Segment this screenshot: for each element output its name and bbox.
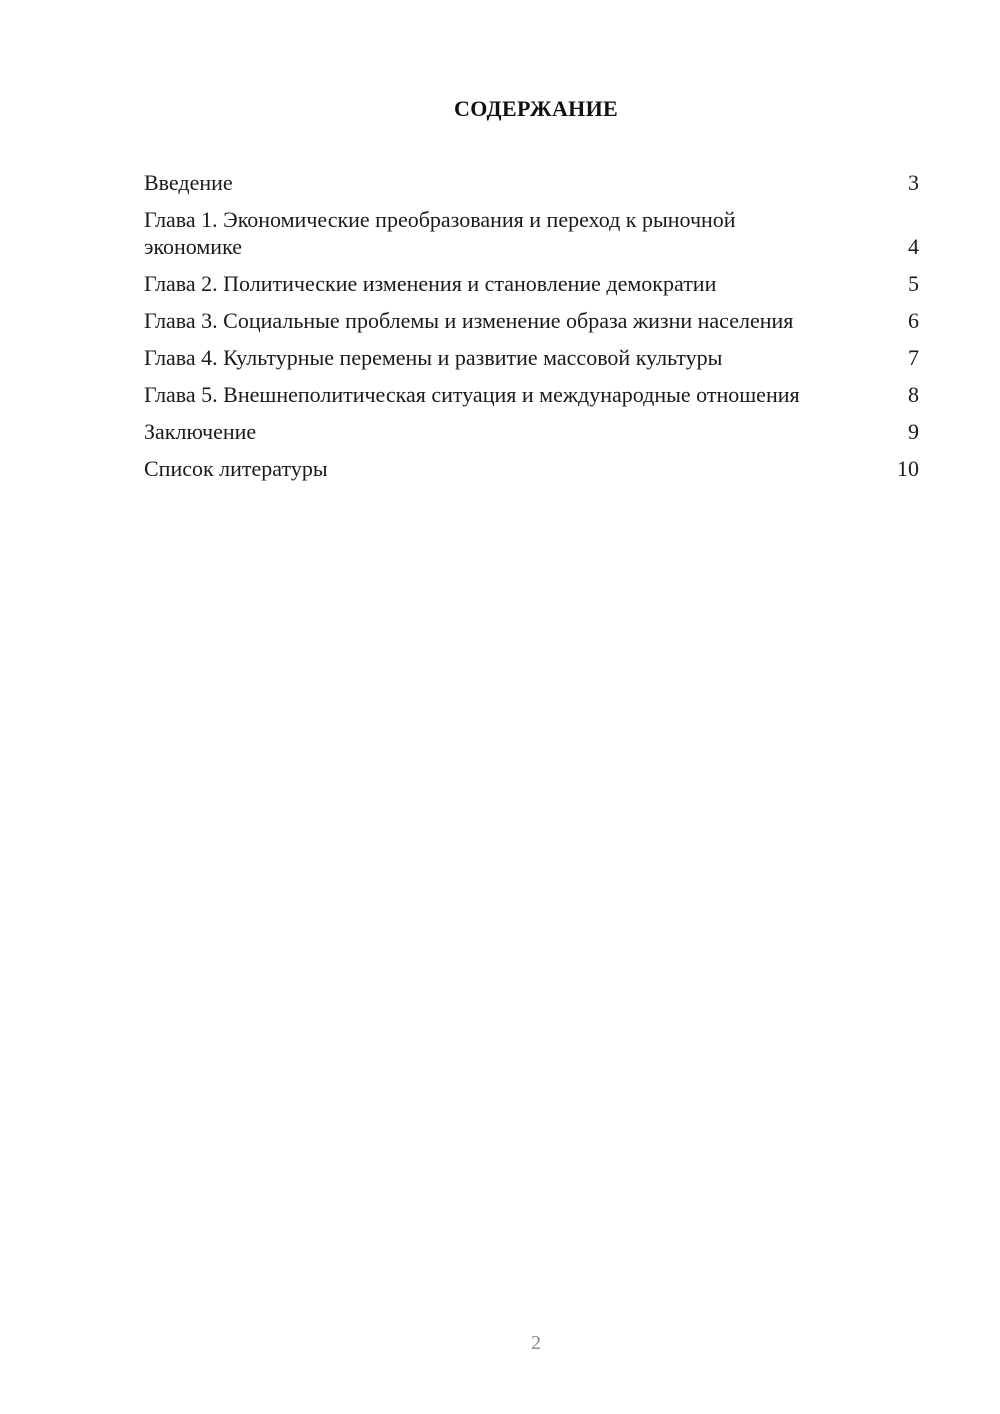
toc-entry-text: Глава 5. Внешнеполитическая ситуация и международные отношения — [144, 381, 800, 407]
toc-entry-chapter-1 — [144, 207, 919, 260]
toc-entry-page: 3 — [908, 170, 919, 195]
toc-entry-page: 10 — [897, 455, 919, 481]
toc-entry-text: Глава 1. Экономические преобразования и переход к рыночной экономике — [144, 207, 736, 259]
toc-entry-references — [144, 456, 919, 483]
page-number: 2 — [531, 1332, 541, 1354]
toc-entry-page: 9 — [908, 418, 919, 444]
table-of-contents — [144, 170, 919, 493]
toc-entry-page: 5 — [908, 270, 919, 296]
toc-entry-text: Глава 2. Политические изменения и становление демократии — [144, 270, 717, 296]
toc-entry-chapter-5 — [144, 382, 919, 409]
toc-entry-text: Заключение — [144, 418, 257, 444]
toc-entry-introduction — [144, 170, 919, 197]
toc-entry-chapter-2 — [144, 271, 919, 298]
toc-entry-chapter-4 — [144, 345, 919, 372]
toc-title: СОДЕРЖАНИЕ — [454, 96, 618, 121]
toc-entry-text: Введение — [144, 170, 233, 195]
toc-entry-conclusion — [144, 419, 919, 446]
toc-entry-page: 4 — [908, 233, 919, 259]
toc-entry-page: 6 — [908, 307, 919, 333]
toc-entry-text: Глава 3. Социальные проблемы и изменение образа жизни населения — [144, 307, 794, 333]
toc-entry-text: Глава 4. Культурные перемены и развитие массовой культуры — [144, 344, 723, 370]
toc-entry-text: Список литературы — [144, 455, 328, 481]
toc-entry-chapter-3 — [144, 308, 919, 335]
toc-entry-page: 7 — [908, 344, 919, 370]
toc-entry-page: 8 — [908, 381, 919, 407]
